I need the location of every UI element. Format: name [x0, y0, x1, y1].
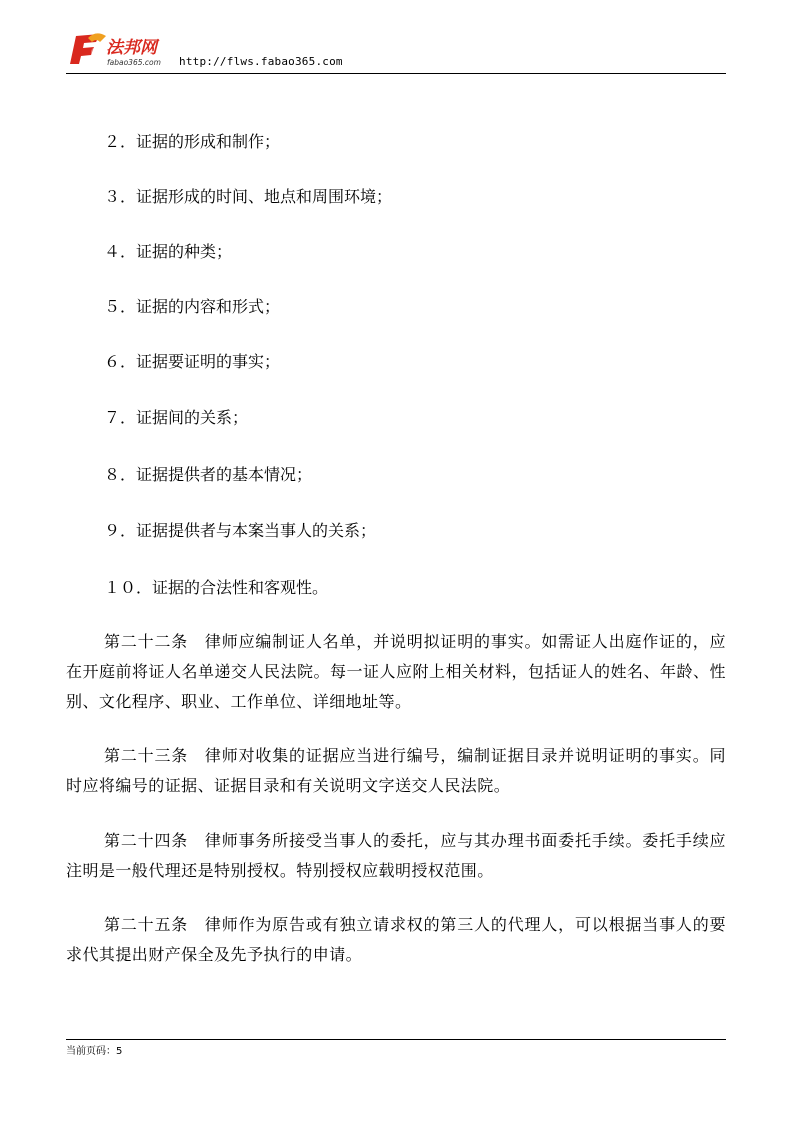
article-paragraph: 第二十三条 律师对收集的证据应当进行编号，编制证据目录并说明证明的事实。同时应将编号的证据、证据目录和有关说明文字送交人民法院。	[66, 746, 726, 795]
page-number: 当前页码：5	[66, 1046, 123, 1057]
list-item: ３．证据形成的时间、地点和周围环境；	[104, 187, 393, 206]
list-item: １０．证据的合法性和客观性。	[104, 578, 329, 597]
fabao-logo	[66, 28, 176, 72]
svg-text:法邦网: 法邦网	[106, 38, 157, 58]
list-item: ５．证据的内容和形式；	[104, 297, 281, 316]
footer-divider	[66, 1039, 726, 1040]
list-item: ２．证据的形成和制作；	[104, 132, 281, 151]
list-item: ８．证据提供者的基本情况；	[104, 465, 313, 484]
article-paragraph: 第二十二条 律师应编制证人名单，并说明拟证明的事实。如需证人出庭作证的，应在开庭前将证人名单递交人民法院。每一证人应附上相关材料，包括证人的姓名、年龄、性别、文化程序、职业、工作单位、详细地址等。	[66, 632, 726, 711]
header-divider	[66, 73, 726, 74]
list-item: ４．证据的种类；	[104, 242, 233, 261]
list-item: ９．证据提供者与本案当事人的关系；	[104, 521, 377, 540]
svg-text:fabao365.com: fabao365.com	[107, 58, 161, 67]
list-item: ６．证据要证明的事实；	[104, 352, 281, 371]
article-paragraph: 第二十四条 律师事务所接受当事人的委托，应与其办理书面委托手续。委托手续应注明是一般代理还是特别授权。特别授权应载明授权范围。	[66, 831, 726, 880]
header-url[interactable]: http://flws.fabao365.com	[179, 55, 343, 68]
article-paragraph: 第二十五条 律师作为原告或有独立请求权的第三人的代理人，可以根据当事人的要求代其提出财产保全及先予执行的申请。	[66, 915, 726, 964]
list-item: ７．证据间的关系；	[104, 408, 249, 427]
page-header	[66, 28, 726, 74]
